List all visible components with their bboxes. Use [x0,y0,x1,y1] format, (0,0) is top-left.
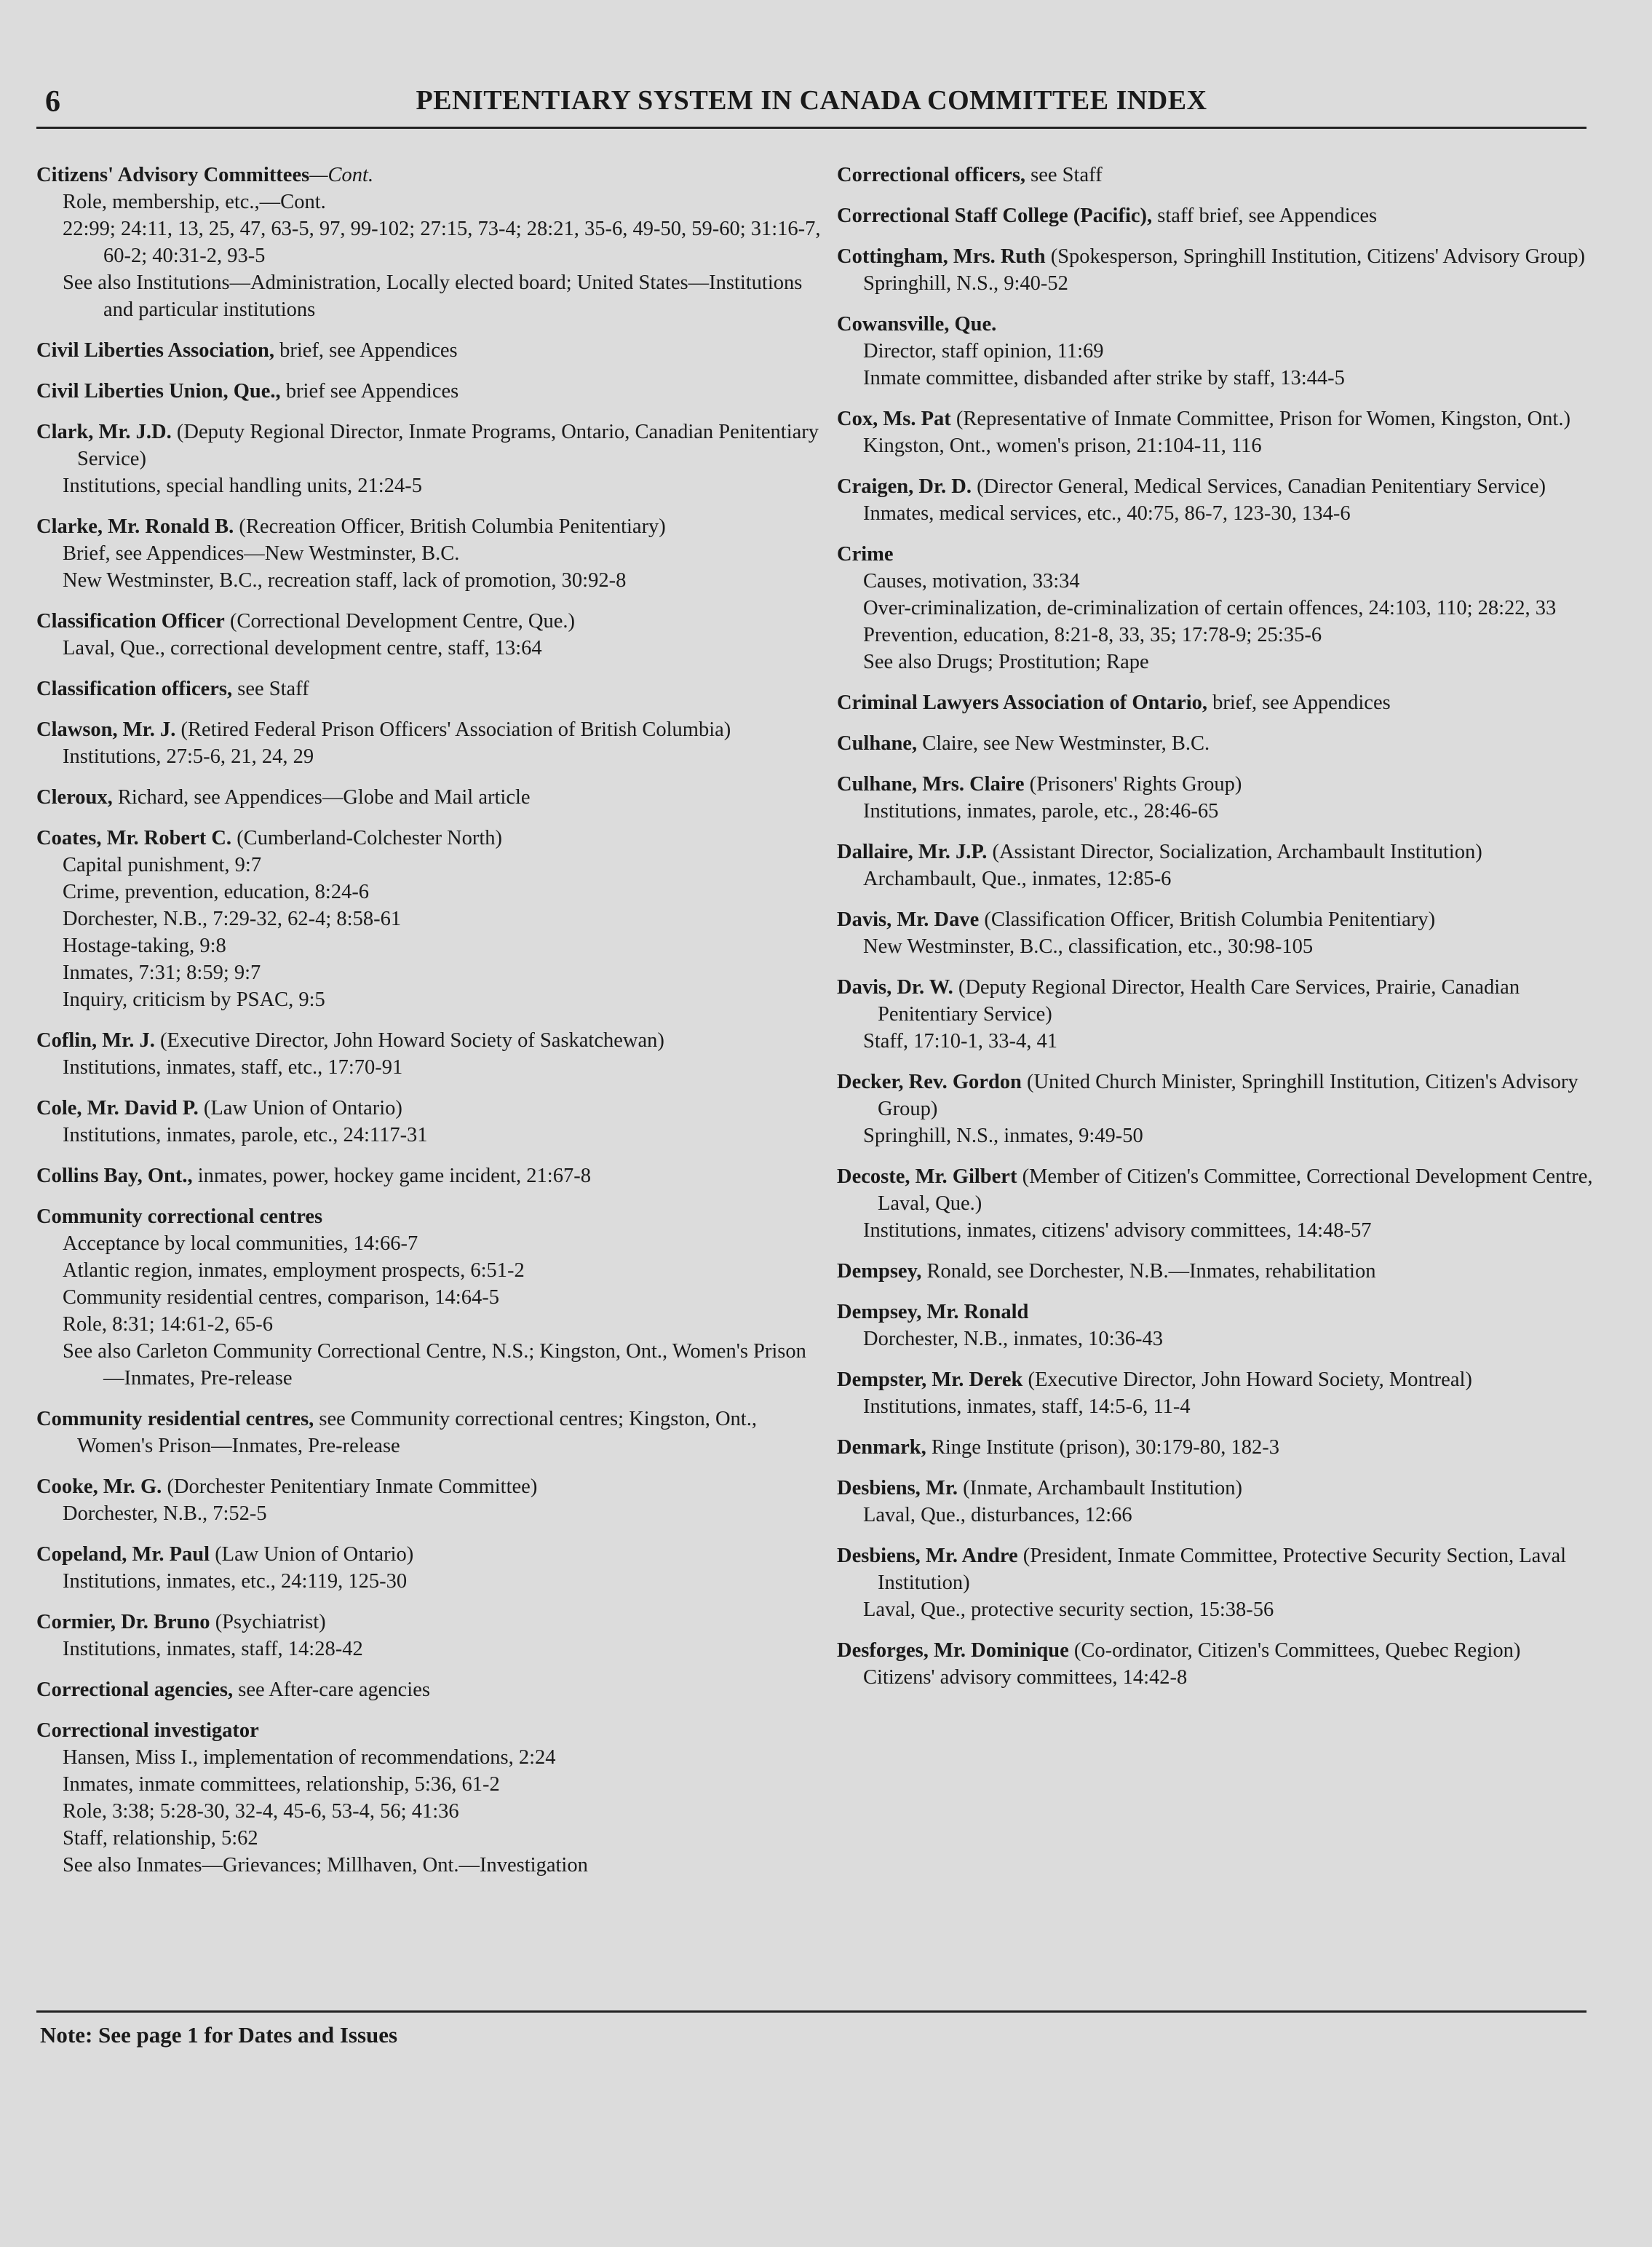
entry-heading: Classification Officer [36,610,225,633]
index-entry [36,675,822,702]
entry-subheading: Brief, see Appendices—New Westminster, B.C. [63,542,460,565]
entry-heading-line [837,689,1608,716]
entry-heading: Clark, Mr. J.D. [36,421,172,443]
entry-heading-line [36,608,822,635]
entry-heading-line [837,1366,1608,1393]
entry-description: (Prisoners' Rights Group) [1029,773,1242,796]
entry-subheading: Acceptance by local communities, 14:66-7 [63,1232,418,1255]
entry-subheading: See also Carleton Community Correctional Centre, N.S.; Kingston, Ont., Women's Prison—Inmates, Pre-release [63,1340,806,1390]
entry-description: (Co-ordinator, Citizen's Committees, Quebec Region) [1073,1639,1521,1662]
entry-subheading: Staff, 17:10-1, 33-4, 41 [863,1030,1058,1053]
entry-subheading: Dorchester, N.B., inmates, 10:36-43 [863,1328,1164,1350]
entry-description: (Dorchester Penitentiary Inmate Committee) [167,1475,538,1498]
entry-subheading: Role, 3:38; 5:28-30, 32-4, 45-6, 53-4, 56; 41:36 [63,1800,459,1823]
entry-heading-line [36,419,822,472]
entry-subheading: 22:99; 24:11, 13, 25, 47, 63-5, 97, 99-102; 27:15, 73-4; 28:21, 35-6, 49-50, 59-60; 31:16-7, 60-2; 40:31-2, 93-5 [63,218,821,267]
entry-subheading: Institutions, inmates, citizens' advisory committees, 14:48-57 [863,1219,1372,1242]
entry-heading: Collins Bay, Ont., [36,1165,193,1187]
index-entry [36,378,822,405]
entry-heading-line [837,771,1608,798]
entry-description: inmates, power, hockey game incident, 21:67-8 [197,1165,591,1187]
entry-heading-line [837,1069,1608,1122]
entry-heading: Citizens' Advisory Committees [36,164,310,186]
entry-description: (Correctional Development Centre, Que.) [229,610,575,633]
entry-description: staff brief, see Appendices [1157,205,1378,227]
index-entry [36,1473,822,1527]
entry-heading-line [36,1717,822,1744]
entry-heading: Dallaire, Mr. J.P. [837,841,988,863]
entry-description: (Spokesperson, Springhill Institution, Citizens' Advisory Group) [1050,245,1585,268]
entry-heading: Dempster, Mr. Derek [837,1368,1023,1391]
entry-description: Richard, see Appendices—Globe and Mail article [117,786,531,809]
entry-heading: Clarke, Mr. Ronald B. [36,515,234,538]
entry-heading-line [837,162,1608,189]
index-entry [36,1717,822,1879]
entry-heading: Dempsey, Mr. Ronald [837,1301,1029,1323]
entry-heading-line [837,311,1608,338]
entry-heading-line [36,1473,822,1500]
index-entry [837,906,1608,960]
entry-heading-line [36,1676,822,1703]
entry-heading-line [837,1163,1608,1217]
entry-heading-line [36,513,822,540]
entry-description: see Community correctional centres; Kingston, Ont., Women's Prison—Inmates, Pre-release [77,1408,757,1457]
entry-heading-line [837,473,1608,500]
index-entry [837,974,1608,1055]
entry-heading: Cottingham, Mrs. Ruth [837,245,1046,268]
entry-heading-line [36,162,822,189]
entry-subheading: New Westminster, B.C., classification, etc., 30:98-105 [863,935,1314,958]
entry-heading-line [837,405,1608,432]
index-entry [36,1027,822,1081]
entry-subheading: Staff, relationship, 5:62 [63,1827,258,1850]
index-entry [36,716,822,770]
entry-heading: Correctional agencies, [36,1679,234,1701]
index-entry [36,608,822,662]
entry-description: (United Church Minister, Springhill Institution, Citizen's Advisory Group) [878,1071,1578,1120]
index-entry [36,1406,822,1459]
entry-description: see Staff [1030,164,1103,186]
index-entry [837,689,1608,716]
index-entry [837,1069,1608,1149]
entry-description: see After-care agencies [238,1679,430,1701]
entry-subheading: Institutions, special handling units, 21:24-5 [63,475,422,497]
entry-heading: Culhane, Mrs. Claire [837,773,1025,796]
entry-heading-line [36,784,822,811]
entry-description: (Deputy Regional Director, Inmate Programs, Ontario, Canadian Penitentiary Service) [77,421,819,470]
index-entry [837,771,1608,825]
entry-heading-line [36,1203,822,1230]
index-entry [36,1609,822,1663]
index-entry [837,1475,1608,1529]
entry-heading-line [36,1541,822,1568]
index-entry [36,419,822,499]
entry-subheading: See also Drugs; Prostitution; Rape [863,651,1149,673]
entry-subheading: Institutions, inmates, parole, etc., 28:46-65 [863,800,1219,823]
entry-subheading: Community residential centres, comparison, 14:64-5 [63,1286,499,1309]
left-column [36,162,822,1893]
entry-description: (President, Inmate Committee, Protective Security Section, Laval Institution) [878,1545,1567,1594]
index-entry [837,541,1608,675]
entry-description: Claire, see New Westminster, B.C. [922,732,1210,755]
entry-subheading: Over-criminalization, de-criminalization of certain offences, 24:103, 110; 28:22, 33 [863,597,1557,619]
entry-heading-line [36,1027,822,1054]
entry-description: (Classification Officer, British Columbia Penitentiary) [984,908,1436,931]
entry-subheading: Crime, prevention, education, 8:24-6 [63,881,370,903]
entry-heading-line [837,202,1608,229]
index-entry [36,337,822,364]
entry-subheading: See also Institutions—Administration, Locally elected board; United States—Institutions and particular institutions [63,272,803,321]
entry-description: brief see Appendices [285,380,459,403]
entry-heading-line [837,974,1608,1028]
index-entry [837,1542,1608,1623]
entry-heading: Craigen, Dr. D. [837,475,972,498]
entry-heading: Crime [837,543,894,566]
entry-heading: Community residential centres, [36,1408,314,1430]
entry-heading: Coflin, Mr. J. [36,1029,155,1052]
index-entry [36,1203,822,1392]
index-entry [837,473,1608,527]
entry-heading: Desbiens, Mr. [837,1477,958,1499]
page-header [36,80,1587,129]
entry-subheading: Institutions, inmates, staff, 14:5-6, 11-4 [863,1395,1191,1418]
entry-heading-line [36,378,822,405]
page-number: 6 [45,85,60,119]
entry-heading-line [36,675,822,702]
entry-description: (Recreation Officer, British Columbia Penitentiary) [239,515,666,538]
index-entry [837,1258,1608,1285]
entry-subheading: Dorchester, N.B., 7:52-5 [63,1502,267,1525]
entry-heading: Davis, Dr. W. [837,976,953,999]
entry-description: (Assistant Director, Socialization, Archambault Institution) [992,841,1482,863]
entry-heading-line [36,337,822,364]
entry-subheading: Inmate committee, disbanded after strike by staff, 13:44-5 [863,367,1345,389]
entry-heading: Cleroux, [36,786,113,809]
entry-subheading: Hostage-taking, 9:8 [63,935,226,957]
entry-subheading: Causes, motivation, 33:34 [863,570,1080,593]
entry-heading-line [837,541,1608,568]
entry-heading: Correctional Staff College (Pacific), [837,205,1153,227]
continued-marker: —Cont. [309,164,374,186]
entry-subheading: Institutions, inmates, staff, etc., 17:70-91 [63,1056,403,1079]
entry-heading: Community correctional centres [36,1205,323,1228]
index-entry [36,1541,822,1595]
entry-heading-line [36,825,822,852]
entry-description: (Executive Director, John Howard Society, Montreal) [1028,1368,1472,1391]
entry-subheading: Atlantic region, inmates, employment prospects, 6:51-2 [63,1259,525,1282]
entry-description: brief, see Appendices [279,339,458,362]
entry-heading-line [837,1434,1608,1461]
index-entry [837,405,1608,459]
entry-heading: Decoste, Mr. Gilbert [837,1165,1017,1188]
entry-subheading: Kingston, Ont., women's prison, 21:104-11, 116 [863,435,1262,457]
footer-note: Note: See page 1 for Dates and Issues [40,2022,398,2048]
index-entry [837,202,1608,229]
entry-subheading: Laval, Que., correctional development centre, staff, 13:64 [63,637,542,659]
entry-heading: Cowansville, Que. [837,313,997,336]
entry-heading: Decker, Rev. Gordon [837,1071,1022,1093]
entry-subheading: Capital punishment, 9:7 [63,854,262,876]
entry-subheading: Dorchester, N.B., 7:29-32, 62-4; 8:58-61 [63,908,402,930]
index-entry [36,784,822,811]
index-entry [837,162,1608,189]
entry-subheading: Institutions, 27:5-6, 21, 24, 29 [63,745,314,768]
entry-description: Ronald, see Dorchester, N.B.—Inmates, rehabilitation [926,1260,1376,1283]
entry-subheading: Springhill, N.S., 9:40-52 [863,272,1068,295]
entry-description: (Retired Federal Prison Officers' Association of British Columbia) [180,718,731,741]
entry-subheading: Hansen, Miss I., implementation of recommendations, 2:24 [63,1746,556,1769]
entry-subheading: Prevention, education, 8:21-8, 33, 35; 17:78-9; 25:35-6 [863,624,1322,646]
index-entry [837,1299,1608,1352]
entry-heading-line [837,906,1608,933]
entry-description: (Psychiatrist) [215,1611,326,1633]
entry-heading-line [837,1258,1608,1285]
entry-heading-line [36,716,822,743]
entry-description: (Director General, Medical Services, Canadian Penitentiary Service) [977,475,1546,498]
entry-subheading: Inquiry, criticism by PSAC, 9:5 [63,988,325,1011]
index-entry [36,513,822,594]
entry-subheading: Institutions, inmates, parole, etc., 24:117-31 [63,1124,428,1146]
entry-description: (Law Union of Ontario) [215,1543,414,1566]
entry-description: brief, see Appendices [1212,691,1391,714]
entry-description: (Inmate, Archambault Institution) [963,1477,1242,1499]
entry-heading: Cole, Mr. David P. [36,1097,199,1119]
entry-heading: Correctional officers, [837,164,1026,186]
entry-subheading: Inmates, inmate committees, relationship, 5:36, 61-2 [63,1773,500,1796]
entry-subheading: Role, membership, etc.,—Cont. [63,191,326,213]
entry-subheading: Role, 8:31; 14:61-2, 65-6 [63,1313,273,1336]
entry-subheading: See also Inmates—Grievances; Millhaven, Ont.—Investigation [63,1854,588,1877]
entry-heading: Dempsey, [837,1260,922,1283]
index-entry [36,162,822,323]
entry-subheading: Archambault, Que., inmates, 12:85-6 [863,868,1172,890]
entry-subheading: Springhill, N.S., inmates, 9:49-50 [863,1125,1143,1147]
entry-heading-line [837,1637,1608,1664]
entry-description: see Staff [237,678,309,700]
entry-description: (Law Union of Ontario) [203,1097,402,1119]
right-column [837,162,1608,1705]
entry-heading: Correctional investigator [36,1719,259,1742]
entry-heading-line [36,1406,822,1459]
entry-heading-line [36,1095,822,1122]
entry-subheading: Director, staff opinion, 11:69 [863,340,1104,362]
entry-heading: Civil Liberties Association, [36,339,274,362]
index-entry [837,839,1608,892]
entry-subheading: Laval, Que., disturbances, 12:66 [863,1504,1132,1526]
entry-heading: Clawson, Mr. J. [36,718,176,741]
index-entry [837,243,1608,297]
entry-description: (Deputy Regional Director, Health Care Services, Prairie, Canadian Penitentiary Service) [878,976,1520,1026]
index-entry [36,825,822,1013]
entry-heading: Culhane, [837,732,918,755]
entry-heading-line [837,1542,1608,1596]
entry-heading: Civil Liberties Union, Que., [36,380,281,403]
entry-subheading: Citizens' advisory committees, 14:42-8 [863,1666,1188,1689]
entry-heading: Copeland, Mr. Paul [36,1543,210,1566]
index-entry [837,1163,1608,1244]
entry-heading-line [837,839,1608,865]
entry-heading-line [837,730,1608,757]
entry-description: (Executive Director, John Howard Society of Saskatchewan) [159,1029,664,1052]
entry-heading-line [837,243,1608,270]
entry-heading: Coates, Mr. Robert C. [36,827,232,849]
entry-description: (Member of Citizen's Committee, Correctional Development Centre, Laval, Que.) [878,1165,1593,1215]
index-columns [36,162,1593,1989]
entry-subheading: Inmates, 7:31; 8:59; 9:7 [63,962,261,984]
index-entry [837,730,1608,757]
entry-heading-line [837,1299,1608,1325]
entry-description: (Representative of Inmate Committee, Prison for Women, Kingston, Ont.) [956,408,1570,430]
index-entry [36,1676,822,1703]
entry-heading-line [837,1475,1608,1502]
entry-heading: Denmark, [837,1436,926,1459]
entry-heading: Cormier, Dr. Bruno [36,1611,210,1633]
entry-subheading: Inmates, medical services, etc., 40:75, 86-7, 123-30, 134-6 [863,502,1351,525]
index-entry [837,311,1608,392]
entry-subheading: Laval, Que., protective security section, 15:38-56 [863,1598,1274,1621]
entry-subheading: Institutions, inmates, etc., 24:119, 125-30 [63,1570,408,1593]
entry-subheading: Institutions, inmates, staff, 14:28-42 [63,1638,363,1660]
entry-heading: Classification officers, [36,678,233,700]
index-entry [837,1637,1608,1691]
entry-heading-line [36,1609,822,1636]
entry-heading: Criminal Lawyers Association of Ontario, [837,691,1208,714]
index-entry [36,1095,822,1149]
entry-heading-line [36,1162,822,1189]
entry-subheading: New Westminster, B.C., recreation staff, lack of promotion, 30:92-8 [63,569,627,592]
entry-heading: Desforges, Mr. Dominique [837,1639,1069,1662]
running-title: PENITENTIARY SYSTEM IN CANADA COMMITTEE INDEX [416,85,1207,116]
index-entry [837,1434,1608,1461]
entry-heading: Cox, Ms. Pat [837,408,951,430]
entry-heading: Desbiens, Mr. Andre [837,1545,1018,1567]
entry-description: (Cumberland-Colchester North) [237,827,503,849]
footer-divider [36,2010,1587,2013]
entry-heading: Davis, Mr. Dave [837,908,980,931]
index-entry [837,1366,1608,1420]
index-entry [36,1162,822,1189]
entry-heading: Cooke, Mr. G. [36,1475,162,1498]
entry-description: Ringe Institute (prison), 30:179-80, 182-3 [931,1436,1279,1459]
